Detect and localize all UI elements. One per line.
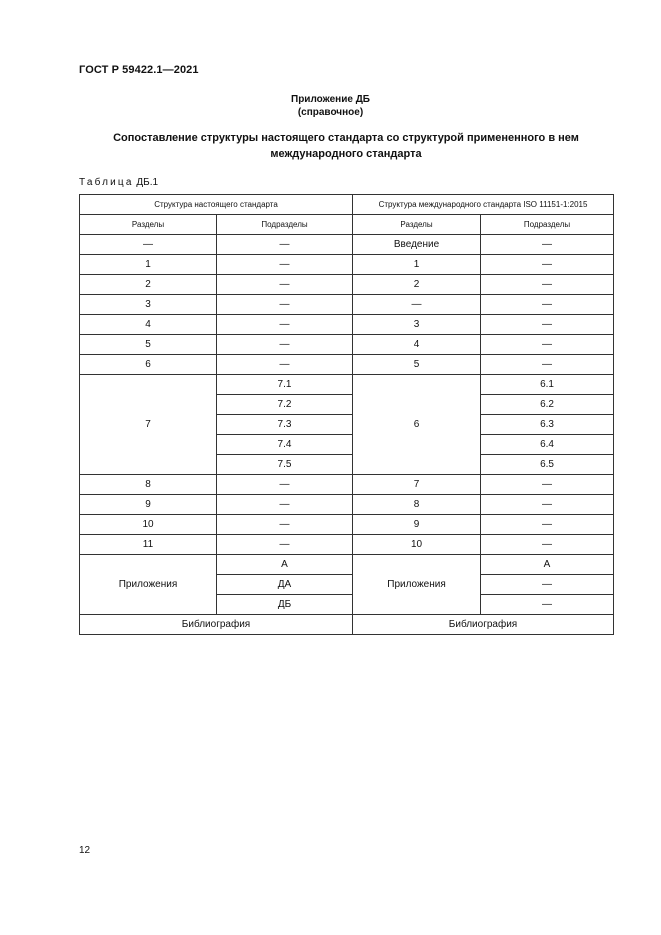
table-cell: 7.4 <box>217 435 353 455</box>
table-cell: — <box>481 595 614 615</box>
table-cell: 3 <box>80 295 217 315</box>
table-cell: 10 <box>353 535 481 555</box>
table-cell: — <box>217 535 353 555</box>
table-cell: 3 <box>353 315 481 335</box>
table-cell: — <box>481 575 614 595</box>
table-cell: 10 <box>80 515 217 535</box>
table-cell: А <box>217 555 353 575</box>
table-cell: — <box>217 495 353 515</box>
table-row <box>80 335 614 355</box>
page-number: 12 <box>79 845 91 856</box>
table-cell: — <box>481 235 614 255</box>
table-cell: 5 <box>80 335 217 355</box>
table-row <box>80 615 614 635</box>
table-cell: 4 <box>80 315 217 335</box>
table-row <box>80 275 614 295</box>
table-cell: 8 <box>353 495 481 515</box>
table-caption <box>79 177 158 188</box>
table-cell: — <box>481 475 614 495</box>
table-row <box>80 475 614 495</box>
table-cell: 7.3 <box>217 415 353 435</box>
comparison-table <box>79 194 614 635</box>
table-cell: 4 <box>353 335 481 355</box>
table-row <box>80 295 614 315</box>
bibliography-cell: Библиография <box>80 615 353 635</box>
table-row <box>80 375 614 395</box>
table-cell: — <box>481 535 614 555</box>
table-cell: 6.5 <box>481 455 614 475</box>
table-cell: ДБ <box>217 595 353 615</box>
table-cell: 6.1 <box>481 375 614 395</box>
table-cell: — <box>217 295 353 315</box>
table-cell: — <box>217 475 353 495</box>
appendices-cell: Приложения <box>353 555 481 615</box>
section-heading <box>79 130 613 162</box>
table-row <box>80 495 614 515</box>
section-6-cell: 6 <box>353 375 481 475</box>
table-cell: А <box>481 555 614 575</box>
table-cell: 2 <box>80 275 217 295</box>
table-cell: 7.2 <box>217 395 353 415</box>
table-cell: — <box>353 295 481 315</box>
bibliography-cell: Библиография <box>353 615 614 635</box>
table-cell: 11 <box>80 535 217 555</box>
table-cell: — <box>481 275 614 295</box>
table-row <box>80 235 614 255</box>
table-caption-id: ДБ.1 <box>136 177 159 188</box>
table-cell: 7 <box>353 475 481 495</box>
table-cell: — <box>481 295 614 315</box>
table-cell: — <box>217 335 353 355</box>
column-header-sections: Разделы <box>80 215 217 235</box>
table-cell: 9 <box>353 515 481 535</box>
table-cell: — <box>217 355 353 375</box>
table-cell: — <box>481 315 614 335</box>
table-cell: 6.3 <box>481 415 614 435</box>
table-cell: — <box>217 255 353 275</box>
table-row <box>80 315 614 335</box>
table-cell: 6.4 <box>481 435 614 455</box>
group-header-international: Структура международного стандарта ISO 11151-1:2015 <box>353 195 614 215</box>
table-group-header-row <box>80 195 614 215</box>
table-cell: — <box>481 355 614 375</box>
table-cell: 6 <box>80 355 217 375</box>
table-cell: 1 <box>353 255 481 275</box>
column-header-subsections: Подразделы <box>217 215 353 235</box>
table-cell: 7.1 <box>217 375 353 395</box>
table-cell: ДА <box>217 575 353 595</box>
table-cell: 9 <box>80 495 217 515</box>
section-heading-line-2: международного стандарта <box>270 148 422 160</box>
table-row <box>80 555 614 575</box>
table-cell: 1 <box>80 255 217 275</box>
group-header-national: Структура настоящего стандарта <box>80 195 353 215</box>
appendix-name: Приложение ДБ <box>291 94 370 105</box>
appendix-title <box>0 93 661 119</box>
section-heading-line-1: Сопоставление структуры настоящего стандарта со структурой примененного в нем <box>113 132 579 144</box>
table-cell: 2 <box>353 275 481 295</box>
table-cell: — <box>217 235 353 255</box>
table-row <box>80 535 614 555</box>
table-column-header-row <box>80 215 614 235</box>
table-row <box>80 355 614 375</box>
column-header-subsections: Подразделы <box>481 215 614 235</box>
document-code: ГОСТ Р 59422.1—2021 <box>79 64 199 76</box>
table-cell: 8 <box>80 475 217 495</box>
table-cell: — <box>217 515 353 535</box>
table-row <box>80 255 614 275</box>
section-7-cell: 7 <box>80 375 217 475</box>
table-cell: — <box>481 255 614 275</box>
column-header-sections: Разделы <box>353 215 481 235</box>
table-cell: — <box>481 515 614 535</box>
table-cell: — <box>80 235 217 255</box>
table-cell: 5 <box>353 355 481 375</box>
table-cell: 6.2 <box>481 395 614 415</box>
table-cell: — <box>481 495 614 515</box>
table-caption-word: Таблица <box>79 177 134 188</box>
table-cell: — <box>217 315 353 335</box>
appendices-cell: Приложения <box>80 555 217 615</box>
appendix-status: (справочное) <box>297 107 364 118</box>
table-row <box>80 515 614 535</box>
table-cell: 7.5 <box>217 455 353 475</box>
table-cell: Введение <box>353 235 481 255</box>
table-cell: — <box>481 335 614 355</box>
table-cell: — <box>217 275 353 295</box>
